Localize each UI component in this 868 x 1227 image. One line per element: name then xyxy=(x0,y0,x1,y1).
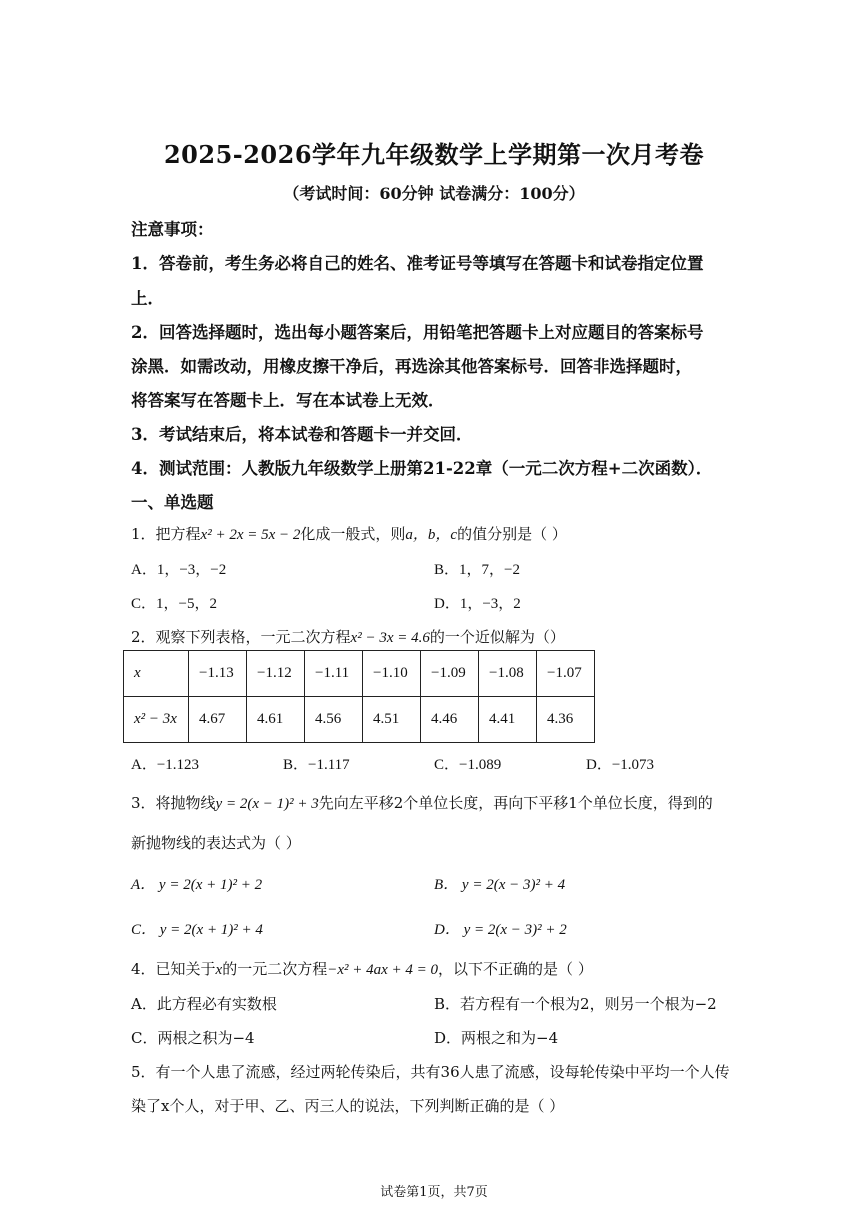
notice-heading: 注意事项： xyxy=(131,220,214,239)
option-d: D． y = 2(x − 3)² + 2 xyxy=(434,922,567,938)
question-text: 2．观察下列表格，一元二次方程 xyxy=(131,628,351,646)
question-5: 5．有一个人患了流感，经过两轮传染后，共有36人患了流感，设每轮传染中平均一个人传 xyxy=(131,1063,730,1081)
table-cell: 4.56 xyxy=(305,697,363,743)
variables: a，b，c xyxy=(405,527,458,543)
question-text: 先向左平移2个单位长度，再向下平移1个单位长度，得到的 xyxy=(318,794,713,812)
notice-line: 1．答卷前，考生务必将自己的姓名、准考证号等填写在答题卡和试卷指定位置 xyxy=(131,254,704,273)
notice-line: 3．考试结束后，将本试卷和答题卡一并交回． xyxy=(131,425,473,444)
notice-line: 2．回答选择题时，选出每小题答案后，用铅笔把答题卡上对应题目的答案标号 xyxy=(131,323,704,342)
option-a: A．1，−3，−2 xyxy=(131,562,227,578)
table-cell: −1.13 xyxy=(189,651,247,697)
value-table xyxy=(123,650,595,743)
option-a: A．−1.123 xyxy=(131,757,200,773)
option-d: D．1，−3，2 xyxy=(434,596,521,612)
table-cell: −1.07 xyxy=(537,651,595,697)
table-cell: 4.51 xyxy=(363,697,421,743)
option-b: B．1，7，−2 xyxy=(434,562,520,578)
question-3 xyxy=(131,792,713,813)
question-text: 3．将抛物线 xyxy=(131,794,216,812)
option-a: A． y = 2(x + 1)² + 2 xyxy=(131,877,263,893)
variable: x xyxy=(215,962,223,978)
option-c: C．1，−5，2 xyxy=(131,596,217,612)
table-cell: −1.12 xyxy=(247,651,305,697)
section-heading: 一、单选题 xyxy=(131,493,214,512)
exam-subtitle: （考试时间：60分钟 试卷满分：100分） xyxy=(283,184,585,203)
question-1 xyxy=(131,523,567,544)
question-text: 化成一般式，则 xyxy=(300,525,406,543)
option-a: A．此方程必有实数根 xyxy=(131,995,277,1013)
table-cell: −1.09 xyxy=(421,651,479,697)
table-row xyxy=(124,697,595,743)
table-row xyxy=(124,651,595,697)
page-footer: 试卷第1页，共7页 xyxy=(380,1185,488,1200)
exam-title: 2025-2026学年九年级数学上学期第一次月考卷 xyxy=(163,140,705,169)
table-cell: 4.36 xyxy=(537,697,595,743)
option-b: B．−1.117 xyxy=(283,757,350,773)
notice-line: 4．测试范围：人教版九年级数学上册第21-22章（一元二次方程+二次函数）． xyxy=(131,459,713,478)
notice-line: 上． xyxy=(131,289,164,308)
equation: −x² + 4ax + 4 = 0 xyxy=(327,962,439,978)
question-text: 1．把方程 xyxy=(131,525,201,543)
table-cell: 4.67 xyxy=(189,697,247,743)
table-cell: −1.08 xyxy=(479,651,537,697)
option-d: D．−1.073 xyxy=(586,757,655,773)
question-4 xyxy=(131,958,593,979)
table-header-cell: x xyxy=(124,651,189,697)
question-5-line-2: 染了x个人，对于甲、乙、丙三人的说法，下列判断正确的是（ ） xyxy=(131,1097,565,1115)
option-c: C． y = 2(x + 1)² + 4 xyxy=(131,922,263,938)
question-3-line-2: 新抛物线的表达式为（ ） xyxy=(131,834,301,852)
notice-line: 将答案写在答题卡上．写在本试卷上无效． xyxy=(131,391,445,410)
table-cell: 4.61 xyxy=(247,697,305,743)
question-text: 的值分别是（ ） xyxy=(457,525,567,543)
option-b: B． y = 2(x − 3)² + 4 xyxy=(434,877,566,893)
question-text: ，以下不正确的是（ ） xyxy=(438,960,593,978)
question-2 xyxy=(131,626,565,647)
question-text: 4．已知关于 xyxy=(131,960,216,978)
table-cell: −1.11 xyxy=(305,651,363,697)
notice-line: 涂黑．如需改动，用橡皮擦干净后，再选涂其他答案标号．回答非选择题时， xyxy=(131,357,692,376)
option-c: C．−1.089 xyxy=(434,757,502,773)
equation: x² − 3x = 4.6 xyxy=(350,630,430,646)
option-c: C．两根之积为−4 xyxy=(131,1029,255,1047)
table-cell: 4.41 xyxy=(479,697,537,743)
question-text: 的一元二次方程 xyxy=(222,960,328,978)
question-text: 的一个近似解为（） xyxy=(429,628,565,646)
table-cell: −1.10 xyxy=(363,651,421,697)
option-b: B．若方程有一个根为2，则另一个根为−2 xyxy=(434,995,717,1013)
table-cell: 4.46 xyxy=(421,697,479,743)
table-header-cell: x² − 3x xyxy=(124,697,189,743)
option-d: D．两根之和为−4 xyxy=(434,1029,559,1047)
equation: y = 2(x − 1)² + 3 xyxy=(215,796,319,812)
equation: x² + 2x = 5x − 2 xyxy=(200,527,301,543)
